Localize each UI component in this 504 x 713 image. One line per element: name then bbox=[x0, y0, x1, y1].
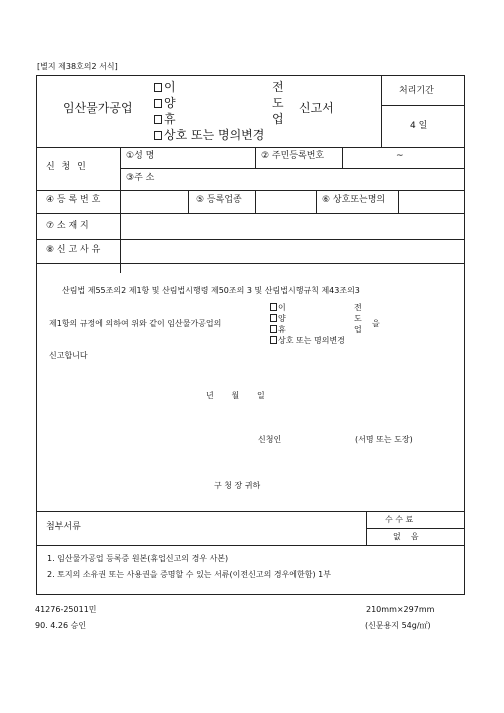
title-suffix: 신고서 bbox=[299, 101, 334, 115]
statement-line-2: 제1항의 규정에 의하여 위와 같이 임산물가공업의 bbox=[49, 319, 222, 328]
statement-options: 이 전 양 도 휴 업 상호 또는 명의변경 bbox=[270, 302, 370, 346]
attachment-item-1: 1. 임산물가공업 등록증 원본(휴업신고의 경우 사본) bbox=[47, 554, 229, 563]
statement-particle: 을 bbox=[372, 319, 380, 328]
report-reason-label: ⑧ 신 고 사 유 bbox=[46, 245, 101, 255]
attachment-item-2: 2. 토지의 소유권 또는 사용권을 증명할 수 있는 서류(이전신고의 경우에한함) 1부 bbox=[47, 570, 331, 579]
processing-period-value: 4 일 bbox=[410, 121, 428, 131]
title-options: 이 전 양 도 휴 업 상호 또는 명의변경 bbox=[154, 78, 294, 142]
fee-value: 없 음 bbox=[393, 532, 419, 541]
processing-period-label: 처리기간 bbox=[399, 86, 434, 96]
checkbox-icon[interactable] bbox=[154, 131, 162, 140]
signature-note: (서명 또는 도장) bbox=[355, 435, 413, 444]
paper-size: 210mm×297mm bbox=[366, 605, 435, 614]
date-line: 년 월 일 bbox=[206, 391, 265, 400]
checkbox-icon[interactable] bbox=[154, 83, 162, 92]
checkbox-icon[interactable] bbox=[270, 303, 277, 311]
applicant-sign-label: 신청인 bbox=[258, 435, 282, 444]
statement-line-1: 산림법 제55조의2 제1항 및 산림법시행령 제50조의 3 및 산림법시행규칙 제43조의3 bbox=[62, 286, 360, 295]
form-reference: [별지 제38호의2 서식] bbox=[37, 62, 118, 71]
title-prefix: 임산물가공업 bbox=[63, 101, 133, 115]
paper-type: (신문용지 54g/㎡) bbox=[365, 621, 431, 630]
checkbox-icon[interactable] bbox=[154, 115, 162, 124]
checkbox-icon[interactable] bbox=[270, 325, 277, 333]
trade-name-label: ⑥ 상호또는명의 bbox=[322, 195, 386, 205]
applicant-label: 신 청 인 bbox=[46, 162, 88, 172]
location-label: ⑦ 소 재 지 bbox=[46, 221, 89, 231]
form-code: 41276-25011민 bbox=[35, 605, 97, 614]
checkbox-icon[interactable] bbox=[154, 99, 162, 108]
checkbox-icon[interactable] bbox=[270, 336, 277, 344]
resident-number-label: ② 주민등록번호 bbox=[261, 151, 325, 161]
checkbox-icon[interactable] bbox=[270, 314, 277, 322]
resident-number-separator: ~ bbox=[396, 151, 404, 161]
registered-business-label: ⑤ 등록업종 bbox=[196, 195, 242, 205]
attachments-label: 첨부서류 bbox=[46, 522, 81, 532]
fee-label: 수 수 료 bbox=[385, 515, 414, 524]
addressee: 구 청 장 귀하 bbox=[214, 481, 261, 490]
name-label: ①성 명 bbox=[126, 151, 155, 161]
address-label: ③주 소 bbox=[126, 173, 155, 183]
registration-number-label: ④ 등 록 번 호 bbox=[46, 195, 101, 205]
statement-line-3: 신고합니다 bbox=[49, 351, 88, 360]
approval-date: 90. 4.26 승인 bbox=[35, 621, 87, 630]
